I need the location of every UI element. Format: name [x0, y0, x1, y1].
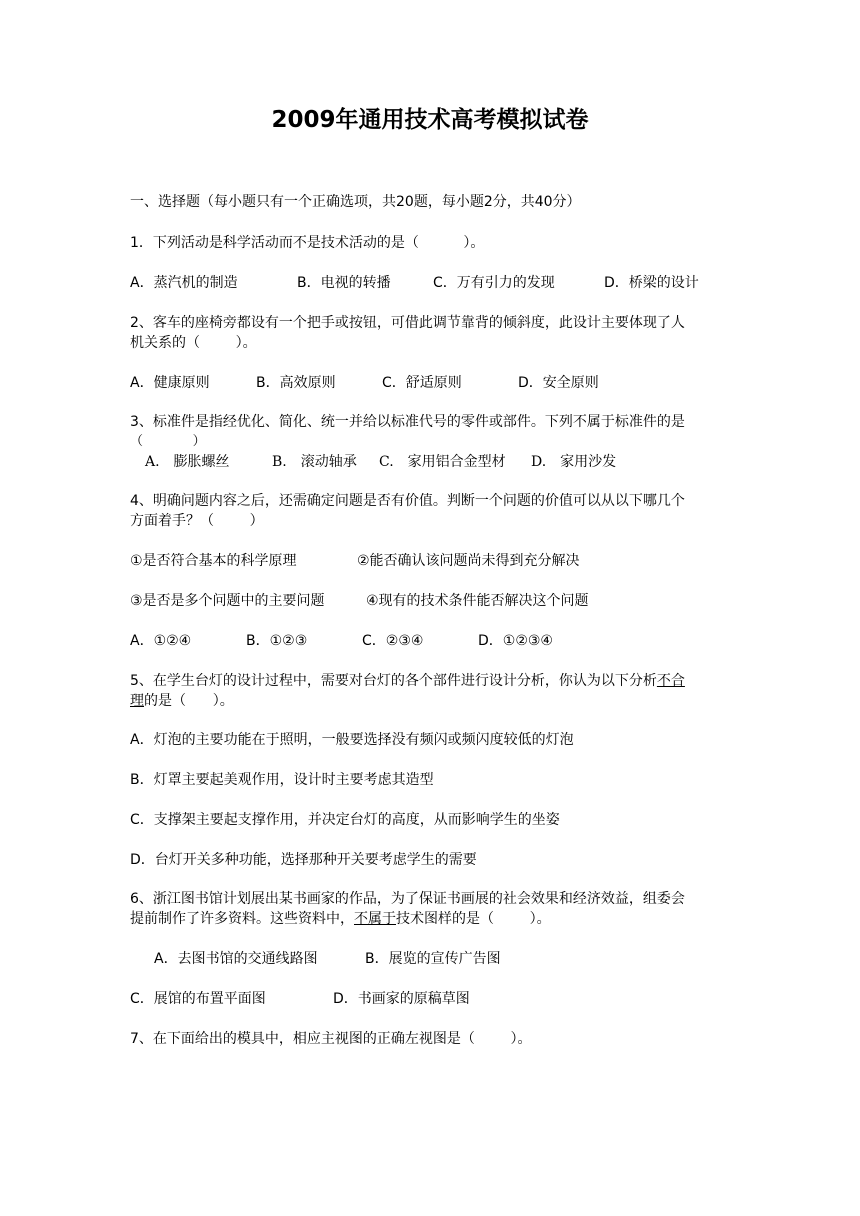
q3-option-c: C. 家用铝合金型材: [379, 454, 506, 470]
question-4-stem-line1: 4、明确问题内容之后，还需确定问题是否有价值。判断一个问题的价值可以从以下哪几个: [130, 493, 685, 509]
q6-stem-end: 技术图样的是（ ）。: [396, 911, 551, 927]
q6-underlined-not-belong: 不属于: [354, 911, 396, 927]
question-5-stem-line1: [130, 671, 685, 691]
q1-option-d: D．桥梁的设计: [604, 275, 699, 291]
q5-underlined-tail: 理: [130, 693, 144, 709]
q1-option-b: B．电视的转播: [297, 275, 391, 291]
q4-option-d: D．①②③④: [478, 633, 553, 649]
q4-item-1: ①是否符合基本的科学原理: [130, 553, 297, 569]
question-6-stem-line1: 6、浙江图书馆计划展出某书画家的作品，为了保证书画展的社会效果和经济效益，组委会: [130, 891, 685, 907]
question-5-stem-line2: [130, 691, 234, 711]
q3-option-a: A. 膨胀螺丝: [145, 454, 230, 470]
q6-stem-text: 提前制作了许多资料。这些资料中，: [130, 911, 354, 927]
q6-option-c: C．展馆的布置平面图: [130, 991, 266, 1007]
q6-option-a: A．去图书馆的交通线路图: [154, 951, 318, 967]
question-7-stem: 7、在下面给出的模具中，相应主视图的正确左视图是（ ）。: [130, 1031, 532, 1047]
q4-option-b: B．①②③: [246, 633, 308, 649]
q5-stem-text: 5、在学生台灯的设计过程中，需要对台灯的各个部件进行设计分析，你认为以下分析: [130, 673, 657, 689]
q4-item-2: ②能否确认该问题尚未得到充分解决: [357, 553, 580, 569]
q4-option-c: C．②③④: [362, 633, 424, 649]
q6-option-b: B．展览的宣传广告图: [365, 951, 501, 967]
question-2-stem-line1: 2、客车的座椅旁都设有一个把手或按钮，可借此调节靠背的倾斜度，此设计主要体现了人: [130, 315, 685, 331]
q3-option-b: B. 滚动轴承: [272, 454, 357, 470]
question-1-stem: 1．下列活动是科学活动而不是技术活动的是（ ）。: [130, 235, 485, 251]
question-2-stem-line2: 机关系的（ ）。: [130, 335, 257, 351]
question-6-stem-line2: [130, 909, 551, 929]
q4-item-4: ④现有的技术条件能否解决这个问题: [366, 593, 589, 609]
q4-option-a: A．①②④: [130, 633, 192, 649]
q3-option-d: D. 家用沙发: [531, 454, 617, 470]
q2-option-d: D．安全原则: [518, 375, 599, 391]
q5-underlined-not-reasonable: 不合: [656, 673, 685, 689]
page-title: 2009年通用技术高考模拟试卷: [271, 107, 589, 133]
q4-item-3: ③是否是多个问题中的主要问题: [130, 593, 325, 609]
q1-option-c: C．万有引力的发现: [433, 275, 555, 291]
q2-option-b: B．高效原则: [256, 375, 336, 391]
q5-option-b: B．灯罩主要起美观作用，设计时主要考虑其造型: [130, 772, 434, 788]
q5-option-d: D．台灯开关多种功能，选择那种开关要考虑学生的需要: [130, 852, 477, 868]
q6-option-d: D．书画家的原稿草图: [333, 991, 470, 1007]
section-heading: 一、选择题（每小题只有一个正确选项，共20题，每小题2分，共40分）: [130, 194, 581, 210]
question-4-stem-line2: 方面着手？（ ）: [130, 513, 264, 529]
q2-option-c: C．舒适原则: [382, 375, 462, 391]
q5-stem-end: 的是（ ）。: [144, 693, 234, 709]
q1-option-a: A．蒸汽机的制造: [130, 275, 238, 291]
q5-option-a: A．灯泡的主要功能在于照明，一般要选择没有频闪或频闪度较低的灯泡: [130, 732, 574, 748]
question-3-stem-line2: （ ）: [130, 434, 206, 449]
q2-option-a: A．健康原则: [130, 375, 210, 391]
question-3-stem-line1: 3、标准件是指经优化、简化、统一并给以标准代号的零件或部件。下列不属于标准件的是: [130, 414, 685, 430]
q5-option-c: C．支撑架主要起支撑作用，并决定台灯的高度，从而影响学生的坐姿: [130, 812, 560, 828]
